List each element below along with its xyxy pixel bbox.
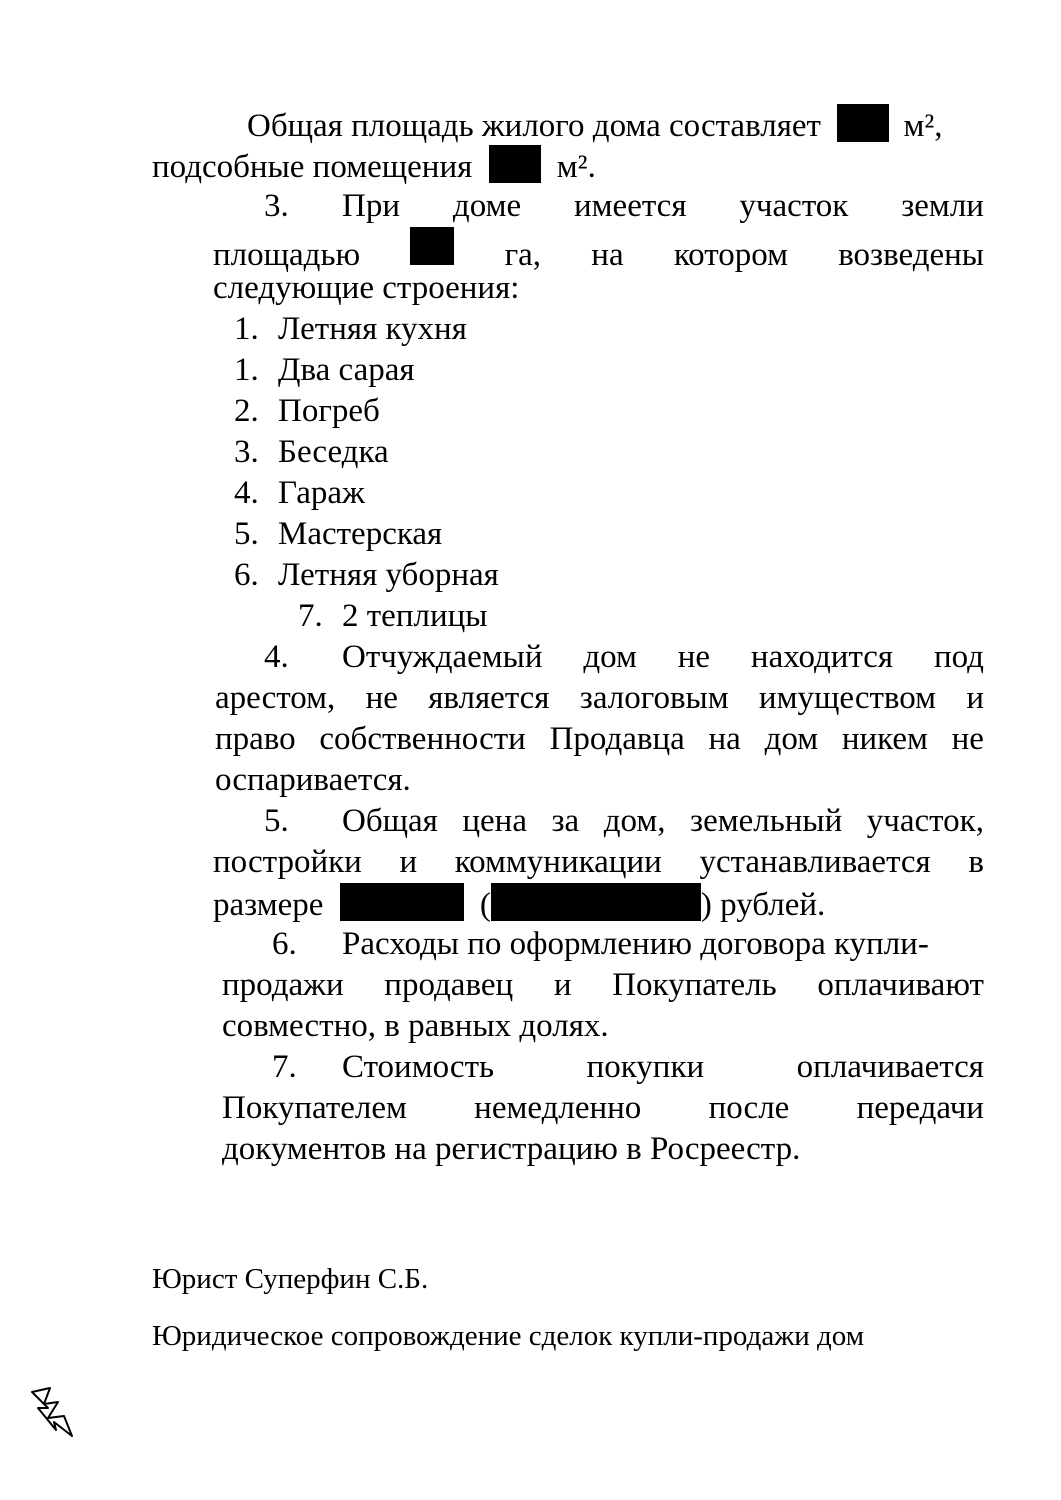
section5-word: и	[399, 844, 418, 880]
section4-word: собственности	[319, 721, 526, 757]
area-unit-2: м².	[556, 149, 596, 185]
footer-author: Юрист Суперфин С.Б.	[152, 1263, 429, 1295]
section5-word: в	[968, 844, 984, 880]
section4-line-4: оспаривается.	[215, 762, 411, 798]
list-item-number: 6.	[234, 557, 259, 593]
section5-word: коммуникации	[454, 844, 662, 880]
section5-word: за	[551, 803, 580, 839]
list-item-label: Летняя кухня	[278, 311, 467, 347]
section3-word: площадью	[213, 237, 361, 273]
section7-line-1	[342, 1047, 984, 1087]
area-line-1	[247, 104, 942, 144]
section3-line-3: следующие строения:	[213, 270, 520, 306]
section6-word: и	[553, 967, 572, 1003]
section6-word: продавец	[384, 967, 514, 1003]
list-item-number: 3.	[234, 434, 259, 470]
section5-word: Общая	[342, 803, 438, 839]
section3-word: участок	[739, 188, 849, 224]
list-item-number: 5.	[234, 516, 259, 552]
section3-number: 3.	[264, 188, 289, 224]
list-item-number: 7.	[298, 598, 323, 634]
list-item-number: 4.	[234, 475, 259, 511]
section4-word: Продавца	[549, 721, 685, 757]
area-text-1: Общая площадь жилого дома составляет	[247, 108, 821, 144]
section6-line-2	[222, 965, 984, 1005]
section4-word: является	[428, 680, 550, 716]
section4-word: под	[933, 639, 984, 675]
section6-line-1: Расходы по оформлению договора купли-	[342, 926, 929, 962]
list-item-label: Два сарая	[278, 352, 415, 388]
section3-word: га,	[504, 237, 542, 273]
section7-word: покупки	[586, 1049, 705, 1085]
section3-word: на	[591, 237, 624, 273]
section7-word: немедленно	[474, 1090, 642, 1126]
section4-word: имуществом	[758, 680, 937, 716]
section4-word: и	[966, 680, 984, 716]
section4-line-2	[215, 678, 984, 718]
section5-number: 5.	[264, 803, 289, 839]
redacted-price-digits	[340, 883, 464, 921]
section6-line-3: совместно, в равных долях.	[222, 1008, 609, 1044]
section7-line-2	[222, 1088, 984, 1128]
redacted-house-area	[837, 104, 889, 142]
section6-word: Покупатель	[612, 967, 777, 1003]
section7-word: Покупателем	[222, 1090, 407, 1126]
list-item-label: Мастерская	[278, 516, 443, 552]
section5-word: постройки	[213, 844, 362, 880]
list-item-label: Погреб	[278, 393, 380, 429]
section5-line-1	[342, 801, 984, 841]
section5-word: дом,	[603, 803, 666, 839]
section7-word: после	[708, 1090, 790, 1126]
redacted-price-words	[491, 883, 701, 921]
section3-word: земли	[901, 188, 984, 224]
section4-line-3	[215, 719, 984, 759]
section5-line-2	[213, 842, 984, 882]
section4-word: залоговым	[579, 680, 729, 716]
section3-word: имеется	[574, 188, 687, 224]
section4-word: не	[365, 680, 398, 716]
section4-word: дом	[764, 721, 819, 757]
section5-word: участок,	[866, 803, 984, 839]
lightning-bolt-icon	[30, 1386, 76, 1447]
section4-word: находится	[750, 639, 894, 675]
area-line-2	[152, 145, 596, 185]
section5-price-label: размере	[213, 887, 324, 923]
section6-word: оплачивают	[817, 967, 984, 1003]
list-item-number: 2.	[234, 393, 259, 429]
section3-word: доме	[452, 188, 522, 224]
section3-word: котором	[673, 237, 788, 273]
section4-word: на	[708, 721, 741, 757]
section5-word: земельный	[690, 803, 843, 839]
footer-service: Юридическое сопровождение сделок купли-продажи дом	[152, 1320, 865, 1352]
section4-word: арестом,	[215, 680, 336, 716]
section7-number: 7.	[272, 1049, 297, 1085]
section6-number: 6.	[272, 926, 297, 962]
section4-number: 4.	[264, 639, 289, 675]
section4-word: дом	[583, 639, 637, 675]
section6-word: продажи	[222, 967, 344, 1003]
list-item-label: Гараж	[278, 475, 365, 511]
section7-word: оплачивается	[796, 1049, 984, 1085]
section4-line-1	[342, 637, 984, 677]
list-item-label: Беседка	[278, 434, 389, 470]
section3-line-1	[342, 186, 984, 226]
redacted-land-area	[410, 227, 454, 265]
redacted-auxiliary-area	[489, 145, 541, 183]
list-item-number: 1.	[234, 311, 259, 347]
section7-word: Стоимость	[342, 1049, 495, 1085]
list-item-label: 2 теплицы	[342, 598, 488, 634]
section5-open-paren: (	[479, 887, 491, 923]
list-item-number: 1.	[234, 352, 259, 388]
area-unit-1: м²,	[903, 108, 943, 144]
area-text-2: подсобные помещения	[152, 149, 473, 185]
section5-currency: ) рублей.	[700, 887, 826, 923]
section4-word: Отчуждаемый	[342, 639, 543, 675]
lightning-bolt-icon	[30, 1386, 76, 1438]
section3-word: При	[342, 188, 400, 224]
section4-word: не	[677, 639, 711, 675]
section4-word: никем	[841, 721, 928, 757]
list-item-label: Летняя уборная	[278, 557, 499, 593]
section5-line-3	[213, 883, 825, 923]
section3-word: возведены	[838, 237, 984, 273]
section4-word: право	[215, 721, 296, 757]
section3-line-2	[213, 227, 984, 273]
section7-word: передачи	[856, 1090, 984, 1126]
section4-word: не	[951, 721, 984, 757]
section5-word: цена	[462, 803, 527, 839]
section5-word: устанавливается	[699, 844, 931, 880]
section7-line-3: документов на регистрацию в Росреестр.	[222, 1131, 801, 1167]
